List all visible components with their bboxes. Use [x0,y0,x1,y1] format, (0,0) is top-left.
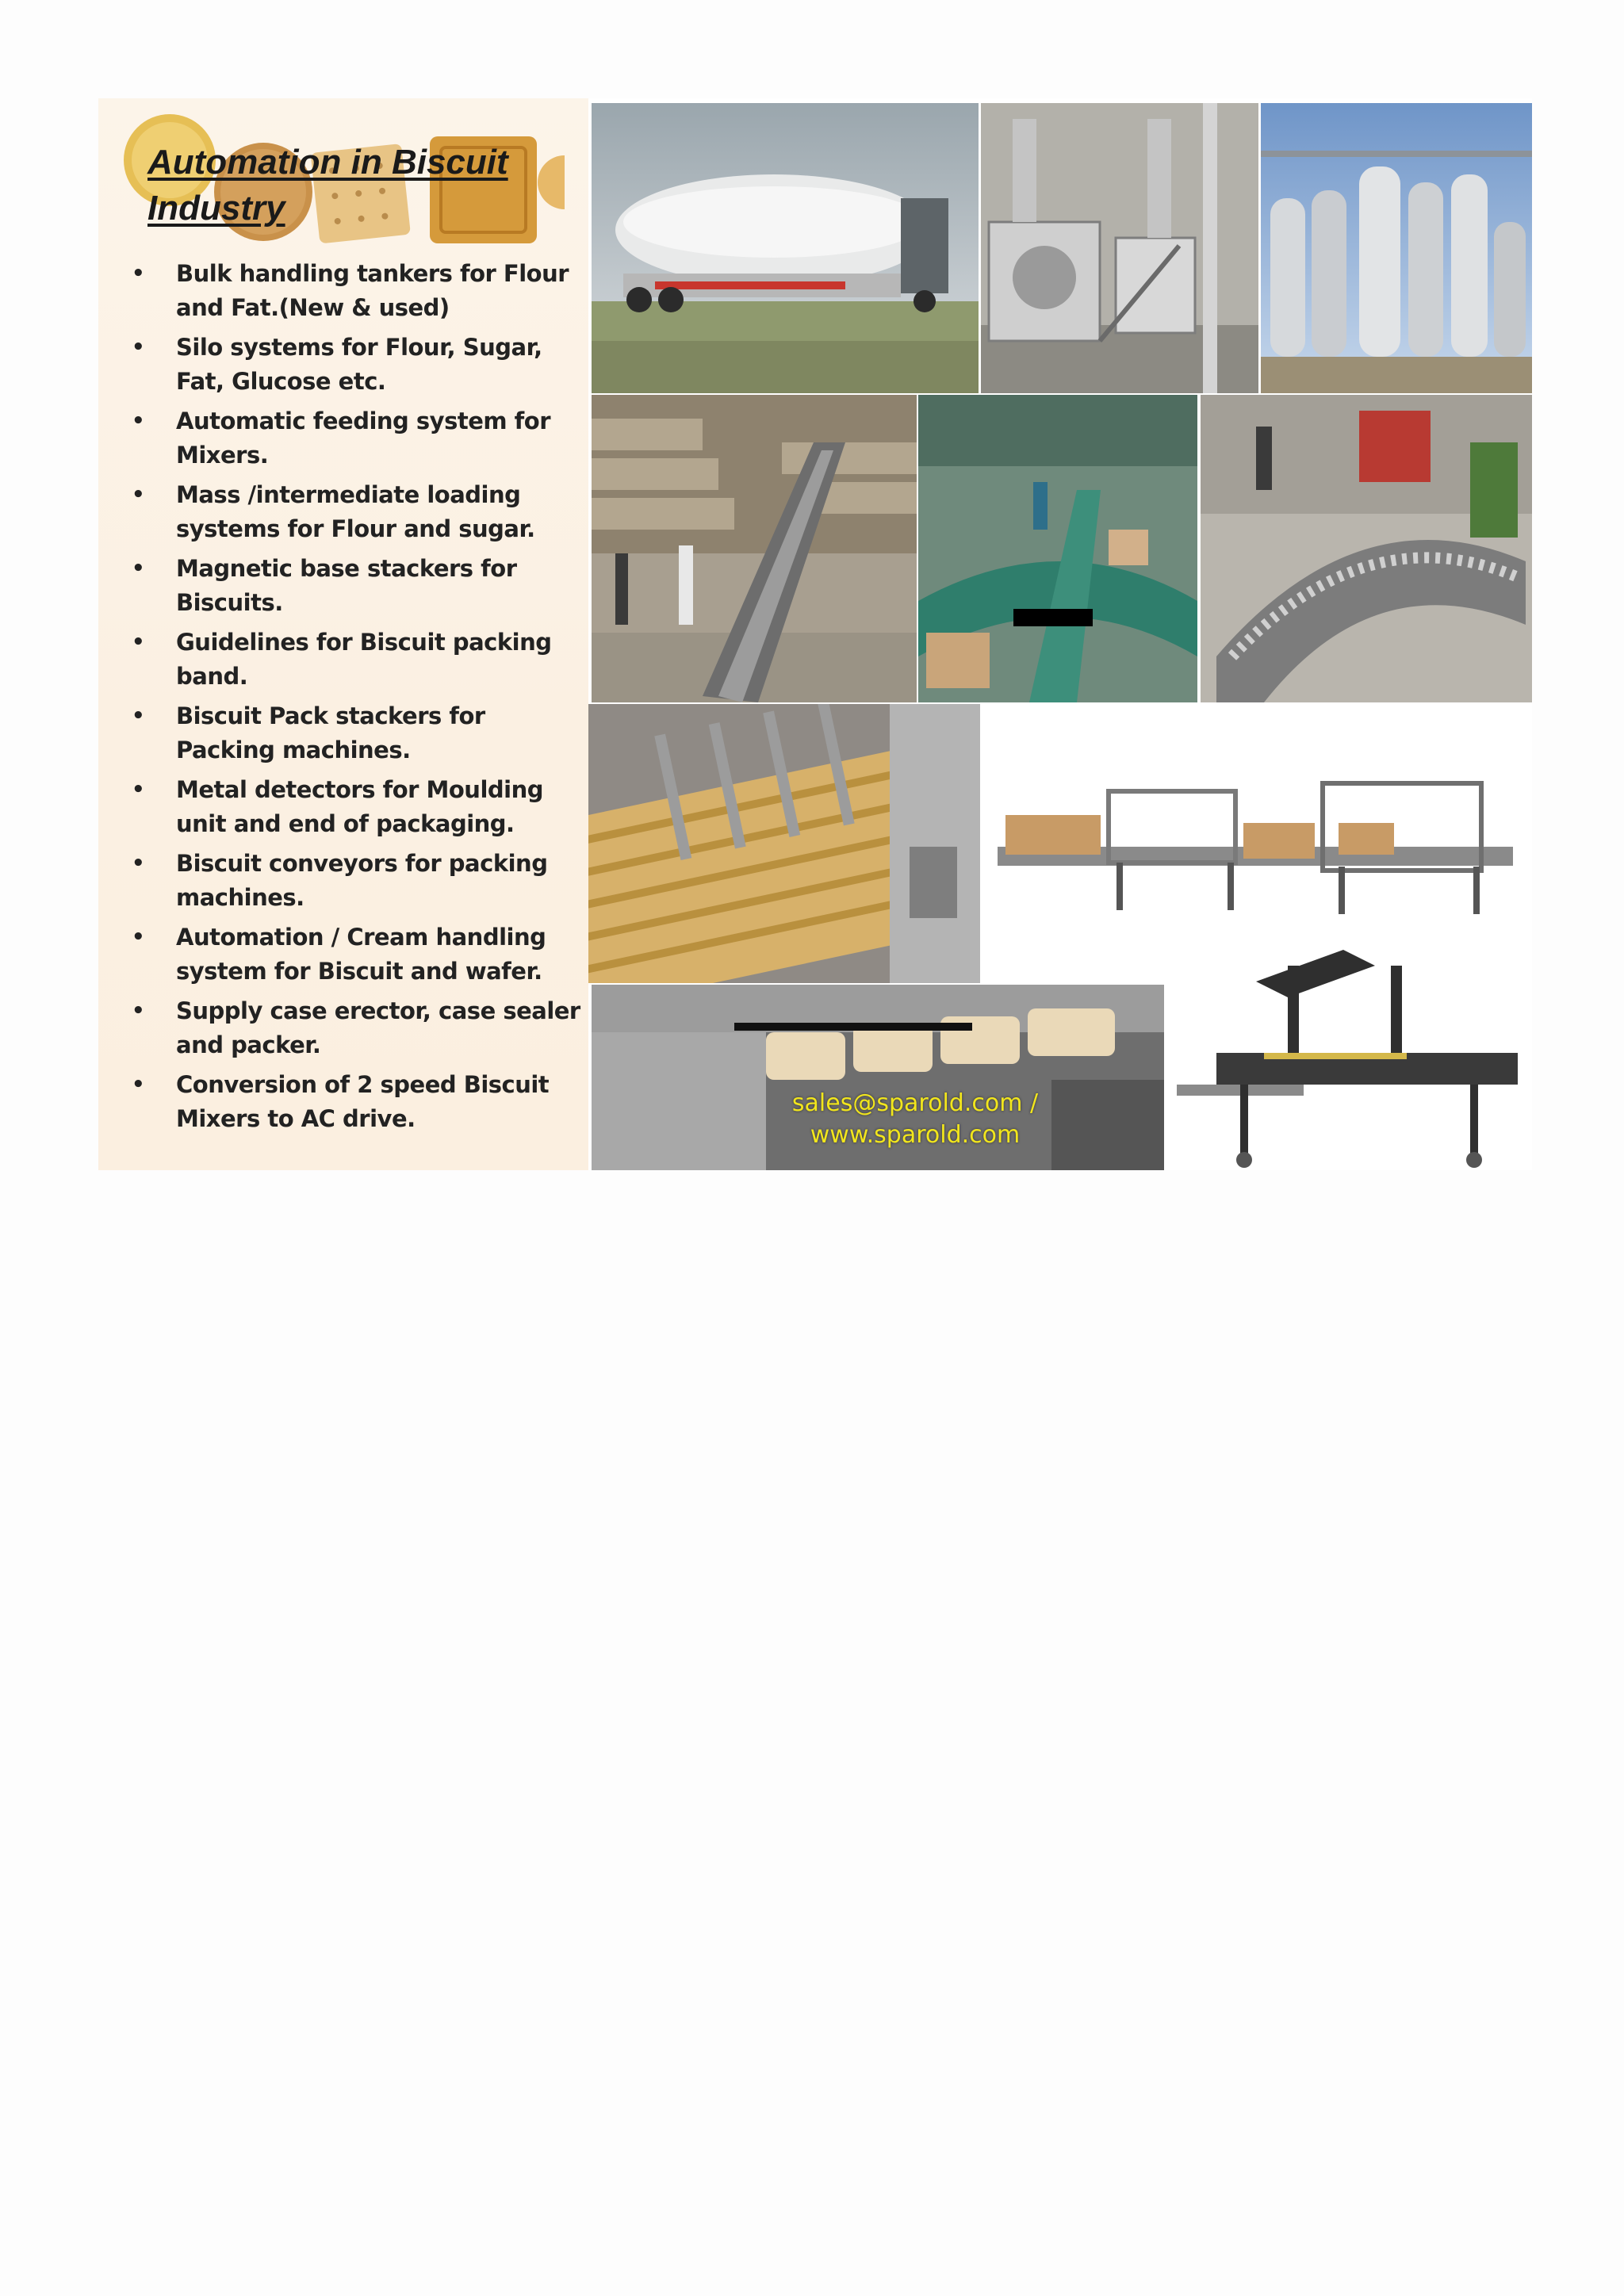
list-item-text: Silo systems for Flour, Sugar, Fat, Glucose etc. [176,334,542,395]
list-item-text: Bulk handling tankers for Flour and Fat.(New & used) [176,260,569,321]
list-item-text: Metal detectors for Moulding unit and end of packaging. [176,776,543,837]
bullet-icon: • [132,925,145,949]
bullet-icon: • [132,630,145,654]
case-sealer-photo [1169,934,1532,1170]
list-item-text: Supply case erector, case sealer and packer. [176,997,580,1058]
list-item [122,699,590,767]
slide [98,98,1532,1170]
list-item [122,994,590,1062]
list-item [122,1068,590,1136]
bullet-icon: • [132,335,145,359]
list-item-text: Mass /intermediate loading systems for Flour and sugar. [176,481,535,542]
silo-photo [1261,103,1532,393]
list-item [122,331,590,399]
bullet-icon: • [132,557,145,580]
bullet-icon: • [132,262,145,285]
bullet-icon: • [132,999,145,1023]
list-item-text: Magnetic base stackers for Biscuits. [176,555,517,616]
bullet-list [122,257,590,1142]
list-item-text: Automation / Cream handling system for Biscuit and wafer. [176,924,546,985]
contact-email: sales@sparold.com / [791,1089,1039,1117]
biscuit-stacker-photo [588,704,980,983]
mixer-room-photo [981,103,1258,393]
green-conveyor-photo [918,395,1197,702]
tanker-photo [592,103,979,393]
bag-conveyor-photo [592,395,917,702]
list-item-text: Conversion of 2 speed Biscuit Mixers to AC drive. [176,1071,550,1132]
text-panel [98,98,588,1170]
list-item-text: Guidelines for Biscuit packing band. [176,629,552,690]
bullet-icon: • [132,483,145,507]
roller-conveyor-photo [1201,395,1532,702]
contact-website: www.sparold.com [810,1121,1021,1149]
list-item [122,404,590,473]
list-item [122,626,590,694]
bullet-icon: • [132,409,145,433]
bullet-icon: • [132,778,145,802]
list-item [122,478,590,546]
list-item-text: Biscuit Pack stackers for Packing machines. [176,702,485,763]
contact-info [780,1088,1050,1151]
list-item [122,847,590,915]
bullet-icon: • [132,704,145,728]
list-item-text: Automatic feeding system for Mixers. [176,408,551,469]
list-item-text: Biscuit conveyors for packing machines. [176,850,548,911]
bullet-icon: • [132,851,145,875]
list-item [122,920,590,989]
list-item [122,552,590,620]
list-item [122,773,590,841]
page-title: Automation in Biscuit Industry [147,143,508,228]
bullet-icon: • [132,1073,145,1096]
list-item [122,257,590,325]
